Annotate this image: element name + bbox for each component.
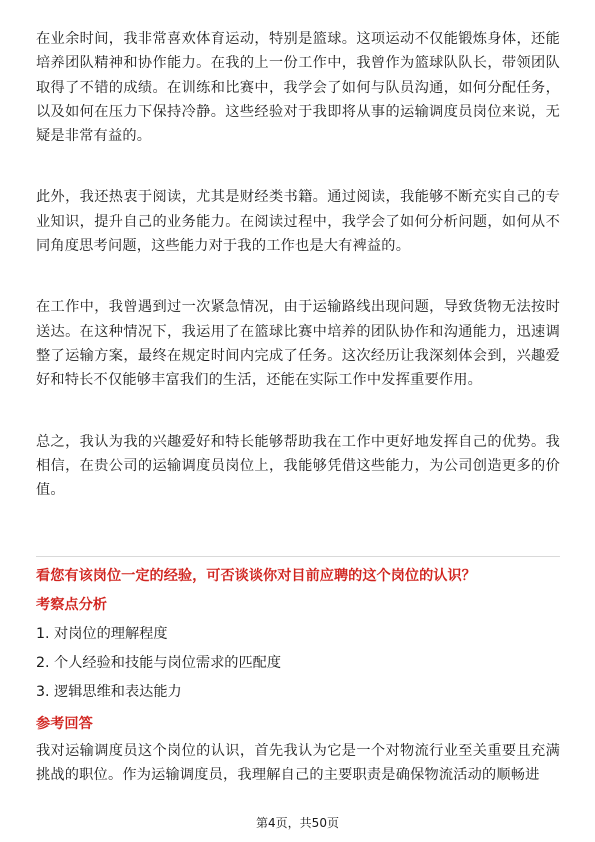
- page-number: 第4页，共50页: [256, 816, 339, 830]
- interview-question: 看您有该岗位一定的经验，可否谈谈你对目前应聘的这个岗位的认识？: [36, 568, 476, 584]
- paragraph: 此外，我还热衷于阅读，尤其是财经类书籍。通过阅读，我能够不断充实自己的专业知识，提升自己的业务能力。在阅读过程中，我学会了如何分析问题，如何从不同角度思考问题，这些能力对于我的工作也是大有裨益的。: [36, 189, 560, 255]
- paragraph: 在业余时间，我非常喜欢体育运动，特别是篮球。这项运动不仅能锻炼身体，还能培养团队精神和协作能力。在我的上一份工作中，我曾作为篮球队队长，带领团队取得了不错的成绩。在训练和比赛中，我学会了如何与队员沟通，如何分配任务，以及如何在压力下保持冷静。这些经验对于我即将从事的运输调度员岗位来说，无疑是非常有益的。: [36, 31, 560, 145]
- paragraph: 总之，我认为我的兴趣爱好和特长能够帮助我在工作中更好地发挥自己的优势。我相信，在贵公司的运输调度员岗位上，我能够凭借这些能力，为公司创造更多的价值。: [36, 433, 560, 499]
- qa-section: [36, 566, 560, 788]
- list-item: 3. 逻辑思维和表达能力: [36, 684, 182, 700]
- analysis-heading: 考察点分析: [36, 597, 107, 613]
- section-divider: [36, 556, 560, 557]
- analysis-list: [36, 620, 560, 707]
- answer-text: 我对运输调度员这个岗位的认识，首先我认为它是一个对物流行业至关重要且充满挑战的职位。作为运输调度员，我理解自己的主要职责是确保物流活动的顺畅进: [36, 743, 560, 784]
- list-item: 1. 对岗位的理解程度: [36, 626, 168, 642]
- answer-heading: 参考回答: [36, 716, 93, 732]
- body-text: [36, 27, 560, 502]
- list-item: 2. 个人经验和技能与岗位需求的匹配度: [36, 655, 282, 671]
- paragraph: 在工作中，我曾遇到过一次紧急情况，由于运输路线出现问题，导致货物无法按时送达。在这种情况下，我运用了在篮球比赛中培养的团队协作和沟通能力，迅速调整了运输方案，最终在规定时间内完成了任务。这次经历让我深刻体会到，兴趣爱好和特长不仅能够丰富我们的生活，还能在实际工作中发挥重要作用。: [36, 299, 560, 389]
